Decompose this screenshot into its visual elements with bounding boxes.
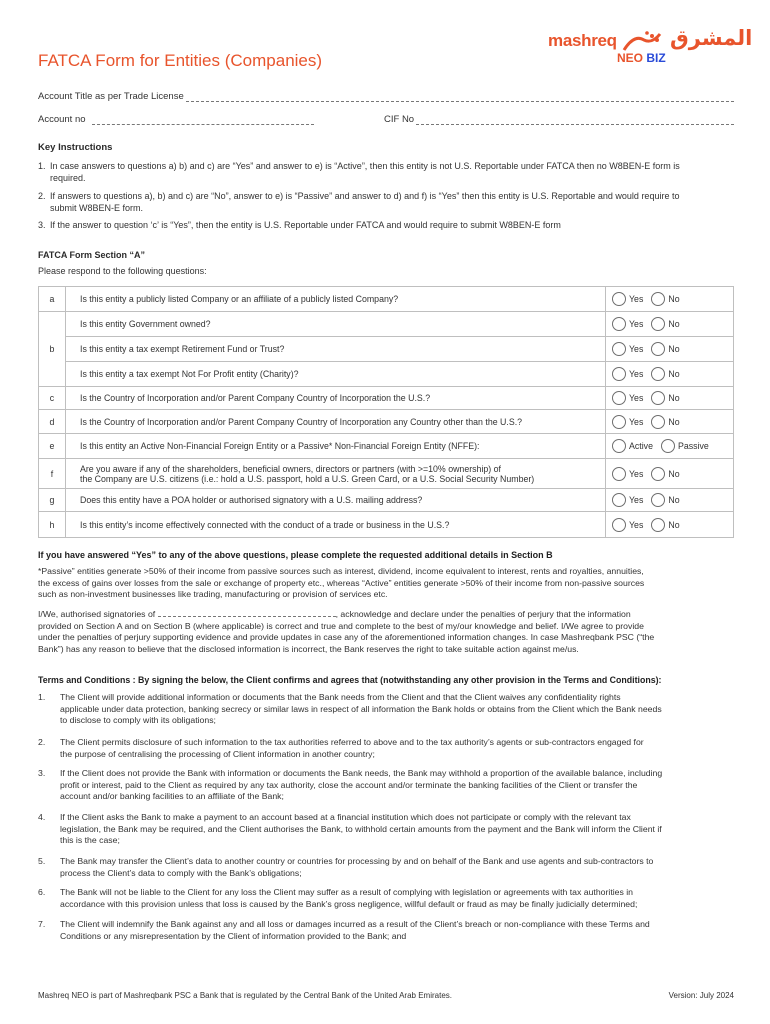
footer-regulatory-note: Mashreq NEO is part of Mashreqbank PSC a Bank that is regulated by the Central Bank of the United Arab Emirates. <box>38 991 452 1000</box>
cif-no-label: CIF No <box>384 114 415 125</box>
yes-label: Yes <box>629 344 644 354</box>
no-label: No <box>668 393 680 403</box>
no-radio[interactable] <box>651 317 665 331</box>
question-text <box>66 459 606 489</box>
passive-note-line: *Passive” entities generate >50% of their income from passive sources such as interest, dividend, income equivalent to interest, rents and royalties, annuities, <box>38 566 644 576</box>
instruction-text: In case answers to questions a) b) and c) are “Yes” and answer to e) is “Active”, then this entity is not U.S. Reportable under FATCA then no W8BEN-E form is <box>50 161 680 171</box>
terms-line: Conditions or any misrepresentation by the Client of information provided to the Bank; and <box>60 930 407 941</box>
table-row <box>39 362 734 387</box>
row-label: h <box>39 512 66 538</box>
terms-line: applicable under data protection, banking secrecy or similar laws in respect of all information the Bank holds or obtains from the Client which the Bank needs <box>60 703 662 714</box>
terms-line: If the Client does not provide the Bank with information or documents the Bank needs, the Bank may withhold a proportion of the available balance, including <box>60 768 663 778</box>
question-text: Is this entity an Active Non-Financial Foreign Entity or a Passive* Non-Financial Foreign Entity (NFFE): <box>66 434 606 459</box>
table-row <box>39 337 734 362</box>
brand-biz: BIZ <box>646 51 666 65</box>
terms-num: 2. <box>38 737 46 747</box>
question-text: Is this entity a publicly listed Company or an affiliate of a publicly listed Company? <box>66 287 606 312</box>
yes-label: Yes <box>629 369 644 379</box>
brand-neo-biz <box>617 51 666 65</box>
no-label: No <box>668 416 680 427</box>
row-label: c <box>39 387 66 410</box>
terms-line: this is the case; <box>60 835 120 846</box>
table-row <box>39 434 734 459</box>
yes-radio[interactable] <box>612 467 626 481</box>
question-text: Is this entity a tax exempt Not For Profit entity (Charity)? <box>66 362 606 387</box>
terms-heading: Terms and Conditions : By signing the below, the Client confirms and agrees that (notwithstanding any other provision in the Terms and Conditions): <box>38 675 662 685</box>
yes-radio[interactable] <box>612 292 626 306</box>
terms-line: the purpose of centralising the processing of Client information in another country; <box>60 748 375 759</box>
no-label: No <box>668 294 680 304</box>
no-label: No <box>668 468 680 479</box>
passive-label: Passive <box>677 441 709 451</box>
terms-item <box>38 768 736 803</box>
question-text: Is the Country of Incorporation and/or Parent Company Country of Incorporation any Country other than the U.S.? <box>66 410 606 434</box>
question-text: Is this entity’s income effectively connected with the conduct of a trade or business in the U.S.? <box>66 512 606 538</box>
no-radio[interactable] <box>651 467 665 481</box>
yes-label: Yes <box>629 416 644 427</box>
yes-label: Yes <box>629 519 644 530</box>
instruction-num: 2. <box>38 191 46 201</box>
terms-line: legislation, the Bank may be required, and the Client authorises the Bank, to withhold certain amounts from the payment and the Bank will inform the Client if <box>60 823 662 834</box>
yes-label: Yes <box>629 319 644 329</box>
account-title-field[interactable] <box>186 101 734 102</box>
terms-line: process the Client’s data to comply with the Bank’s obligations; <box>60 867 302 878</box>
instruction-item <box>38 160 738 184</box>
instruction-num: 1. <box>38 161 46 171</box>
table-row <box>39 512 734 538</box>
terms-line: The Client will indemnify the Bank against any and all loss or damages incurred as a result of the Client’s breach or non-compliance with these Terms and <box>60 919 650 929</box>
table-row <box>39 489 734 512</box>
declaration-line: Bank”) has any reason to believe that the disclosed information is incorrect, the Bank reserves the right to take suitable action against me/us. <box>38 643 579 654</box>
account-no-label: Account no <box>38 114 86 125</box>
declaration-line: under the penalties of perjury supporting evidence and provide updates in case any of the aforementioned information changes. In case Mashreqbank PSC (“the <box>38 632 655 643</box>
yes-radio[interactable] <box>612 342 626 356</box>
declaration-suffix: , acknowledge and declare under the penalties of perjury that the information <box>335 609 631 619</box>
yes-label: Yes <box>629 495 644 505</box>
passive-note-line: such as non-investment businesses like trading, manufacturing or provision of services etc. <box>38 589 388 600</box>
instruction-text-cont: submit W8BEN-E form. <box>50 203 144 213</box>
no-radio[interactable] <box>651 391 665 405</box>
terms-num: 3. <box>38 768 46 778</box>
key-instructions-heading: Key Instructions <box>38 142 113 153</box>
signatory-name-field[interactable] <box>158 608 336 617</box>
instruction-text-cont: required. <box>50 173 86 183</box>
brand-name-ar: المشرق <box>670 26 753 50</box>
terms-num: 5. <box>38 856 46 866</box>
passive-note-line: the excess of gains over losses from the sale or exchange of property etc., whereas “Active” entities generate >50% of their income from non-passive sources <box>38 577 645 588</box>
question-line: the Company are U.S. citizens (i.e.: hold a U.S. passport, hold a U.S. Green Card, or a U.S. Social Security Number) <box>80 473 535 484</box>
terms-line: accordance with this provision unless that loss is caused by the Bank’s gross negligence, willful default or fraud as may be finally judicially determined; <box>60 898 638 909</box>
question-text: Does this entity have a POA holder or authorised signatory with a U.S. mailing address? <box>66 489 606 512</box>
terms-item <box>38 919 736 942</box>
account-title-label: Account Title as per Trade License <box>38 91 184 102</box>
no-radio[interactable] <box>651 415 665 429</box>
no-radio[interactable] <box>651 367 665 381</box>
instruction-item <box>38 219 738 231</box>
yes-radio[interactable] <box>612 367 626 381</box>
footer-version: Version: July 2024 <box>668 991 734 1000</box>
cif-no-field[interactable] <box>416 124 734 125</box>
terms-line: The Bank will not be liable to the Client for any loss the Client may suffer as a result of complying with legislation or agreements with tax authorities in <box>60 887 634 897</box>
declaration-line: provided on Section A and on Section B (where applicable) is correct and true and complete to the best of my/our knowledge and belief. I/We agree to provide <box>38 620 644 631</box>
declaration-prefix: I/We, authorised signatories of <box>38 609 156 619</box>
no-label: No <box>668 519 680 530</box>
yes-radio[interactable] <box>612 493 626 507</box>
section-a-prompt: Please respond to the following questions: <box>38 266 207 276</box>
terms-item <box>38 737 736 760</box>
terms-num: 7. <box>38 919 46 929</box>
brand-neo: NEO <box>617 51 644 65</box>
terms-item <box>38 812 736 847</box>
terms-num: 6. <box>38 887 46 897</box>
terms-item <box>38 856 736 879</box>
instruction-num: 3. <box>38 220 46 230</box>
question-line: Are you aware if any of the shareholders, beneficial owners, directors or partners (with >=10% ownership) of <box>80 463 501 474</box>
terms-item <box>38 692 736 727</box>
form-title: FATCA Form for Entities (Companies) <box>38 51 323 70</box>
no-label: No <box>668 344 680 354</box>
no-radio[interactable] <box>651 493 665 507</box>
terms-line: profit or interest, paid to the Client as required by any tax authority, close the account and/or terminate the banking facilities of the Client or transfer the <box>60 779 638 790</box>
declaration <box>38 608 736 655</box>
yes-label: Yes <box>629 393 644 403</box>
table-row <box>39 459 734 489</box>
passive-note <box>38 566 736 601</box>
terms-line: The Client will provide additional information or documents that the Bank needs from the Client and that the Client waives any confidentiality rights <box>60 692 621 702</box>
yes-radio[interactable] <box>612 518 626 532</box>
section-a-heading: FATCA Form Section “A” <box>38 250 146 260</box>
mashreq-logo-icon <box>622 30 662 52</box>
table-row <box>39 410 734 434</box>
terms-item <box>38 887 736 910</box>
terms-line: The Bank may transfer the Client’s data to another country or countries for processing by and on behalf of the Bank and use agents and sub-contractors to <box>60 856 654 866</box>
table-row <box>39 387 734 410</box>
brand-name-en: mashreq <box>548 31 617 50</box>
section-b-note: If you have answered “Yes” to any of the above questions, please complete the requested additional details in Section B <box>38 550 553 560</box>
instruction-item <box>38 190 738 214</box>
no-label: No <box>668 319 680 329</box>
terms-num: 1. <box>38 692 46 702</box>
row-label: a <box>39 287 66 312</box>
question-text: Is this entity Government owned? <box>66 312 606 337</box>
passive-radio[interactable] <box>661 439 675 453</box>
no-radio[interactable] <box>651 292 665 306</box>
no-radio[interactable] <box>651 342 665 356</box>
yes-radio[interactable] <box>612 415 626 429</box>
row-label: e <box>39 434 66 459</box>
row-label: b <box>39 312 66 387</box>
terms-line: The Client permits disclosure of such information to the tax authorities referred to above and to the tax authority’s agents or sub-contractors engaged for <box>60 737 644 747</box>
question-text: Is this entity a tax exempt Retirement Fund or Trust? <box>66 337 606 362</box>
yes-radio[interactable] <box>612 391 626 405</box>
yes-label: Yes <box>629 468 644 479</box>
active-radio[interactable] <box>612 439 626 453</box>
no-label: No <box>668 369 680 379</box>
yes-radio[interactable] <box>612 317 626 331</box>
terms-line: account and/or banking facilities to an affiliate of the Bank; <box>60 791 284 802</box>
terms-line: to disclose to comply with its obligations; <box>60 715 216 726</box>
account-no-field[interactable] <box>92 124 314 125</box>
yes-label: Yes <box>629 294 644 304</box>
instruction-text: If answers to questions a), b) and c) are “No”, answer to e) is “Passive” and answer to d) and f) is “Yes” then this entity is U.S. Reportable and would require to <box>50 191 680 201</box>
question-text: Is the Country of Incorporation and/or Parent Company Country of Incorporation the U.S.? <box>66 387 606 410</box>
no-radio[interactable] <box>651 518 665 532</box>
section-a-table <box>38 286 734 538</box>
row-label: g <box>39 489 66 512</box>
terms-num: 4. <box>38 812 46 822</box>
active-label: Active <box>629 441 653 451</box>
table-row <box>39 287 734 312</box>
no-label: No <box>668 495 680 505</box>
instruction-text: If the answer to question ‘c’ is “Yes”, then the entity is U.S. Reportable under FATCA and would require to submit W8BEN-E form <box>50 220 561 230</box>
terms-line: If the Client asks the Bank to make a payment to an account based at a financial institution which does not participate or comply with the relevant tax <box>60 812 631 822</box>
table-row <box>39 312 734 337</box>
row-label: d <box>39 410 66 434</box>
row-label: f <box>39 459 66 489</box>
